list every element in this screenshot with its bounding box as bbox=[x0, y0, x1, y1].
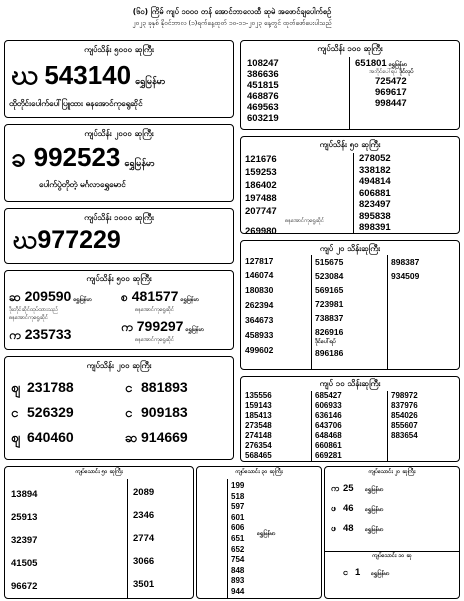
bottom-3-number-2: 46 bbox=[343, 503, 354, 514]
bottom-3-prefix-3: ဖ bbox=[331, 524, 337, 534]
prize-50-left-1: 121676 bbox=[245, 154, 277, 165]
prize-100-title: ကျပ်သိန်း ၁၀၀ ဆုကြီး bbox=[317, 44, 383, 53]
header bbox=[0, 0, 464, 34]
prize-50-box bbox=[240, 136, 460, 234]
prize-5-left-number-1: 231788 bbox=[27, 379, 74, 395]
prize-4-number-3: 235733 bbox=[24, 326, 72, 342]
prize-50-title: ကျပ်သိန်း ၅၀ ဆုကြီး bbox=[319, 140, 381, 149]
bottom-3-number-1: 25 bbox=[343, 483, 354, 494]
prize-10-col1-7: 568465 bbox=[245, 451, 272, 460]
prize-10-box bbox=[240, 376, 460, 462]
prize-1-prefix: ဃ bbox=[11, 59, 39, 90]
prize-4-number-4: 799297 bbox=[136, 318, 184, 334]
prize-2-winner: ပေါက်ပွဲတိုတဲ့ မင်္ဂလာရွှေမောင် bbox=[39, 180, 126, 189]
prize-100-right-3: 998447 bbox=[375, 98, 407, 109]
header-line1: (၆၀) ကြိမ် ကျပ် ၁၀၀၀ တန် အောင်ဘာလေထီ ဆုမဲ အဖောင်ချပေါက်စဉ် bbox=[132, 7, 332, 16]
header-line2: ၂၀၂၃ ခုနှစ် နိုဝင်ဘာလ (၁)ရက်နေ့ထုတ် ၁၀-၁၁-၂၀၂၃ နေ့တွင် ထုတ်ဖော်ပေးပါသည် bbox=[132, 19, 332, 27]
prize-20-col2-5: 738837 bbox=[315, 313, 344, 323]
prize-4-note-1: ဒိုးတိုင်ဆိုင်ထုပ်ထားသည် bbox=[9, 307, 59, 313]
bottom-2-item-2: 518 bbox=[231, 491, 245, 501]
prize-10-col2-7: 669281 bbox=[315, 451, 342, 460]
prize-20-col1-1: 146074 bbox=[245, 270, 274, 280]
prize-2-number: 992523 bbox=[33, 142, 121, 172]
bottom-3-number-3: 48 bbox=[343, 523, 354, 534]
bottom-3-tag-1: ရွှေမြန်မာ bbox=[365, 487, 384, 493]
bottom-2-item-8: 754 bbox=[231, 555, 245, 565]
prize-10-col1-5: 274148 bbox=[245, 431, 272, 440]
prize-100-left-4: 468876 bbox=[247, 91, 279, 102]
bottom-3-sub-title: ကျပ်သောင်း ၁၀ ဆု bbox=[372, 553, 412, 559]
prize-4-tag-2: ရွှေမြန်မာ bbox=[180, 297, 200, 303]
prize-10-col3-4: 855607 bbox=[391, 421, 418, 430]
bottom-2-item-4: 601 bbox=[231, 512, 245, 522]
prize-2-box bbox=[4, 124, 234, 202]
prize-50-left-6: 269980 bbox=[245, 226, 277, 234]
prize-4-prefix-2: စ bbox=[121, 290, 128, 304]
prize-5-right-number-2: 909183 bbox=[141, 404, 188, 420]
prize-20-col2-1: 515675 bbox=[315, 257, 344, 267]
prize-2-tag: ရွှေမြန်မာ bbox=[124, 159, 155, 169]
prize-50-left-2: 159253 bbox=[245, 167, 277, 178]
prize-100-left-6: 603219 bbox=[247, 113, 279, 124]
prize-10-col3-2: 837976 bbox=[391, 401, 418, 410]
prize-50-right-7: 898391 bbox=[359, 222, 391, 233]
prize-50-right-2: 338182 bbox=[359, 164, 391, 176]
prize-2-title: ကျပ်သိန်း ၂၀၀၀ ဆုကြီး bbox=[84, 129, 154, 138]
bottom-2-item-6: 651 bbox=[231, 533, 245, 543]
prize-50-right-5: 823497 bbox=[359, 199, 391, 210]
bottom-2-item-3: 597 bbox=[231, 502, 245, 512]
bottom-3-title: ကျပ်သောင်း ၂၀ ဆုကြီး bbox=[368, 469, 416, 475]
bottom-3-box bbox=[324, 466, 460, 599]
prize-4-note-2: ဓနအောင်ကုရွေဆိုင် bbox=[135, 307, 175, 313]
prize-100-right-top-tag: ရွှေမြန်မာ bbox=[388, 62, 408, 68]
bottom-1-left-4: 41505 bbox=[11, 558, 38, 569]
bottom-1-title: ကျပ်သောင်း ၅၀ ဆုကြီး bbox=[75, 469, 123, 475]
bottom-2-item-10: 893 bbox=[231, 576, 245, 586]
prize-10-title: ကျပ် ၁၀ သိန်းဆုကြီး bbox=[319, 379, 381, 388]
prize-5-right-number-1: 881893 bbox=[141, 379, 188, 395]
bottom-1-left-5: 96672 bbox=[11, 581, 38, 592]
prize-20-col1-top: 127817 bbox=[245, 256, 274, 266]
prize-20-box bbox=[240, 240, 460, 370]
prize-5-left-prefix-2: င bbox=[11, 406, 19, 421]
bottom-1-right-1: 2089 bbox=[133, 487, 155, 498]
bottom-3-tag-2: ရွှေမြန်မာ bbox=[365, 507, 384, 513]
prize-5-right-prefix-1: င bbox=[125, 381, 133, 396]
prize-1-number: 543140 bbox=[44, 60, 132, 90]
prize-2-prefix: ခ bbox=[11, 142, 26, 172]
prize-100-right-1: 725472 bbox=[375, 76, 407, 87]
prize-100-left-5: 469563 bbox=[247, 102, 279, 113]
prize-4-prefix-4: က bbox=[121, 320, 133, 334]
prize-100-left-3: 451815 bbox=[247, 80, 279, 91]
prize-1-tag: ရွှေမြန်မာ bbox=[135, 77, 166, 87]
prize-20-col2-6: 826916 bbox=[315, 327, 344, 337]
bottom-2-item-9: 848 bbox=[231, 565, 245, 575]
bottom-1-right-5: 3501 bbox=[133, 579, 155, 590]
bottom-1-left-3: 32397 bbox=[11, 535, 38, 546]
bottom-3-sub-tag: ရွှေမြန်မာ bbox=[371, 571, 390, 577]
bottom-2-title: ကျပ်သောင်း ၃၀ ဆုကြီး bbox=[235, 469, 283, 475]
bottom-1-left-2: 25913 bbox=[11, 512, 38, 523]
bottom-2-box bbox=[196, 466, 322, 599]
prize-4-prefix-1: ဆ bbox=[9, 290, 21, 304]
prize-5-right-prefix-2: င bbox=[125, 406, 133, 421]
prize-10-col2-6: 660861 bbox=[315, 441, 342, 450]
prize-5-right-number-3: 914669 bbox=[141, 429, 188, 445]
prize-20-col1-5: 458933 bbox=[245, 330, 274, 340]
prize-10-col1-6: 276354 bbox=[245, 441, 272, 450]
prize-1-winner: ထိုတိုင်းပေါက်ပေါ်ပြူထား ဓနအောင်ကုရွေဆိုင် bbox=[9, 99, 143, 108]
prize-10-col1-2: 159143 bbox=[245, 401, 272, 410]
prize-50-note: ဓနအောင်ကုရွေဆိုင် bbox=[285, 218, 325, 224]
prize-10-col2-5: 648468 bbox=[315, 431, 342, 440]
prize-50-right-4: 606881 bbox=[359, 187, 391, 199]
prize-20-col1-2: 180830 bbox=[245, 285, 274, 295]
prize-20-title: ကျပ် ၂၀ သိန်းဆုကြီး bbox=[319, 244, 381, 253]
prize-100-right-note2: ဒိုင်လုပ် bbox=[399, 69, 414, 75]
prize-20-col1-3: 262394 bbox=[245, 300, 274, 310]
prize-5-left-number-2: 526329 bbox=[27, 404, 74, 420]
prize-10-col1-1: 135556 bbox=[245, 391, 272, 400]
prize-20-col1-4: 364673 bbox=[245, 315, 274, 325]
prize-3-number: ဃ977229 bbox=[13, 226, 121, 254]
prize-100-left-2: 386636 bbox=[247, 69, 279, 80]
bottom-3-prefix-2: ဖ bbox=[331, 504, 337, 514]
bottom-1-box bbox=[4, 466, 194, 599]
prize-5-left-number-3: 640460 bbox=[27, 429, 74, 445]
prize-50-right-3: 494814 bbox=[359, 176, 391, 187]
prize-4-tag-1: ရွှေမြန်မာ bbox=[73, 297, 92, 303]
prize-20-col3-1: 898387 bbox=[391, 257, 420, 267]
prize-10-col1-4: 273548 bbox=[245, 421, 272, 430]
prize-4-title: ကျပ်သိန်း ၅၀၀ ဆုကြီး bbox=[86, 274, 152, 283]
prize-4-number-2: 481577 bbox=[131, 288, 179, 304]
prize-5-left-prefix-1: ဈ bbox=[11, 381, 21, 396]
bottom-2-item-5: 606 bbox=[231, 523, 245, 533]
prize-100-right-2: 969617 bbox=[375, 87, 407, 98]
bottom-2-item-7: 652 bbox=[231, 544, 245, 554]
prize-10-col2-1: 685427 bbox=[315, 391, 342, 400]
prize-5-right-prefix-3: ဆ bbox=[125, 431, 138, 446]
prize-4-box bbox=[4, 270, 234, 350]
prize-20-col3-2: 934509 bbox=[391, 271, 420, 281]
prize-20-col2-2: 523084 bbox=[315, 271, 344, 281]
prize-20-note: ဒိုင်ပေါ်ရပ် bbox=[315, 339, 336, 345]
bottom-1-right-4: 3066 bbox=[133, 556, 155, 567]
bottom-1-left-1: 13894 bbox=[11, 489, 38, 500]
prize-10-col3-3: 854026 bbox=[391, 411, 418, 420]
prize-20-col1-6: 499602 bbox=[245, 345, 274, 355]
prize-10-col2-3: 636146 bbox=[315, 411, 342, 420]
prize-5-left-prefix-3: ဈ bbox=[11, 431, 21, 446]
prize-10-col2-4: 643706 bbox=[315, 421, 342, 430]
bottom-3-prefix-1: က bbox=[331, 484, 340, 494]
bottom-1-right-2: 2346 bbox=[133, 510, 155, 521]
prize-1-title: ကျပ်သိန်း ၅၀၀၀ ဆုကြီး bbox=[84, 45, 154, 54]
prize-4-prefix-3: က bbox=[9, 328, 21, 342]
prize-4-tag-4: ရွှေမြန်မာ bbox=[185, 327, 205, 333]
bottom-3-sub-prefix: င bbox=[343, 568, 348, 578]
prize-3-title: ကျပ်သိန်း ၁၀၀၀ ဆုကြီး bbox=[84, 213, 154, 222]
prize-20-col2-7: 896186 bbox=[315, 348, 344, 358]
prize-50-left-5: 207747 bbox=[245, 206, 277, 217]
prize-3-box bbox=[4, 208, 234, 264]
bottom-2-item-1: 199 bbox=[231, 481, 245, 490]
prize-4-number-1: 209590 bbox=[24, 288, 72, 304]
prize-50-right-6: 895838 bbox=[359, 210, 391, 222]
prize-100-right-note: အဘိုင်ပေါ်ရပ် bbox=[369, 69, 398, 75]
prize-50-left-4: 197488 bbox=[245, 193, 277, 204]
bottom-3-sub-number: 1 bbox=[355, 567, 361, 578]
prize-20-col2-3: 569165 bbox=[315, 285, 344, 295]
prize-10-col3-5: 883654 bbox=[391, 431, 418, 440]
bottom-2-item-11: 944 bbox=[231, 586, 245, 596]
prize-4-note-3: ဓနအောင်ကုရွေဆိုင် bbox=[9, 315, 49, 321]
prize-10-col3-1: 798972 bbox=[391, 391, 418, 400]
prize-50-left-3: 186402 bbox=[245, 180, 277, 191]
prize-4-note-4: ဓနအောင်ကုရွေဆိုင် bbox=[135, 337, 175, 343]
prize-100-right-top: 651801 bbox=[355, 58, 387, 69]
bottom-2-tag: ရွှေမြန်မာ bbox=[257, 531, 276, 537]
prize-5-title: ကျပ်သိန်း ၂၀၀ ဆုကြီး bbox=[86, 361, 152, 370]
prize-10-col2-2: 606933 bbox=[315, 401, 342, 410]
prize-20-col2-4: 723981 bbox=[315, 299, 344, 309]
prize-10-col1-3: 185413 bbox=[245, 411, 272, 420]
prize-50-right-1: 278052 bbox=[359, 153, 391, 164]
prize-1-box bbox=[4, 40, 234, 118]
prize-5-box bbox=[4, 356, 234, 460]
prize-100-left-1: 108247 bbox=[247, 58, 279, 69]
bottom-1-right-3: 2774 bbox=[133, 533, 155, 544]
bottom-3-tag-3: ရွှေမြန်မာ bbox=[365, 527, 384, 533]
prize-100-box bbox=[240, 40, 460, 130]
